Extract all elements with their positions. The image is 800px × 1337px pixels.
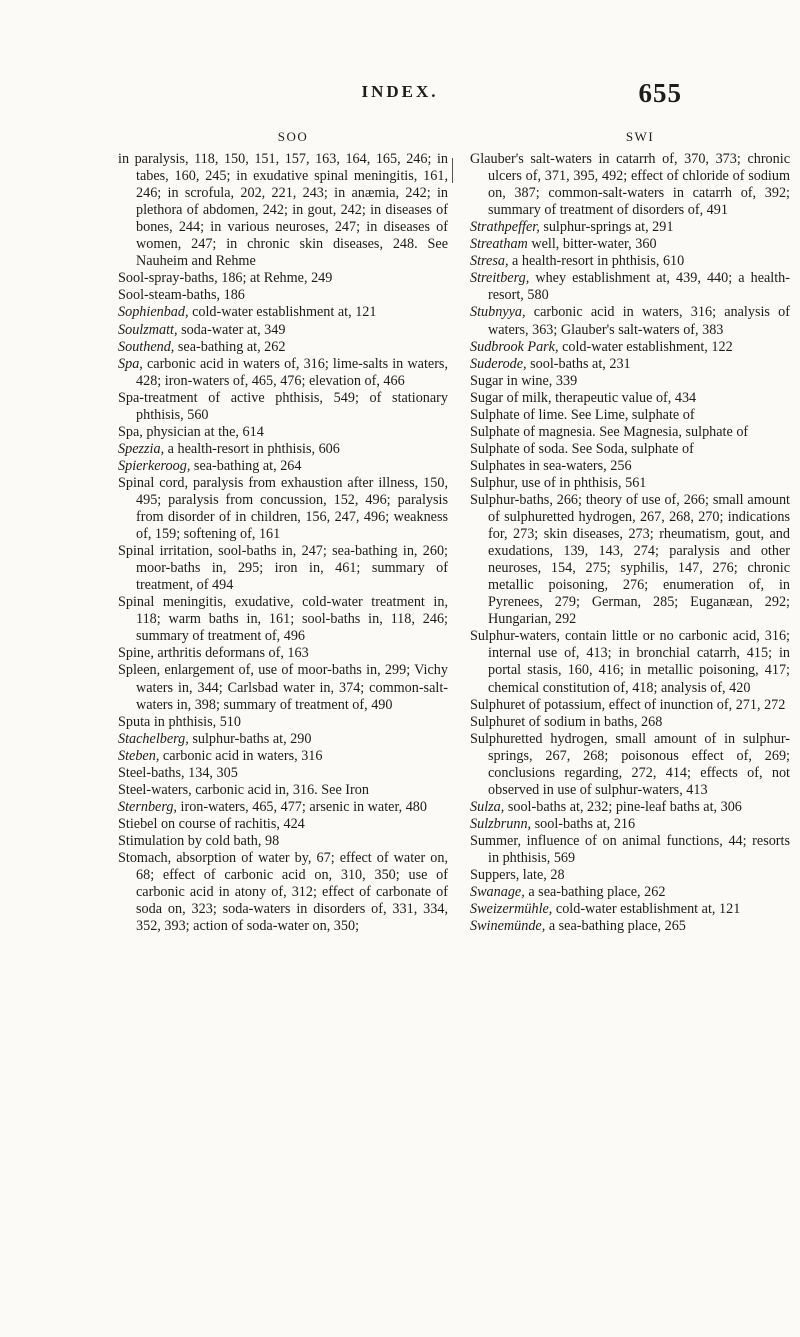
index-entry [470,339,790,356]
entry-text: sool-baths at, 216 [531,815,636,832]
entry-place-name: Sternberg, [118,798,177,815]
index-entry [470,458,790,475]
entry-text: Summer, influence of on animal functions, 44; resorts in phthisis, 569 [470,832,790,866]
entry-text: Spleen, enlargement of, use of moor-baths in, 299; Vichy waters in, 344; Carlsbad water in, 374; common-salt-waters in, 398; summary of treatment of, 490 [118,662,448,713]
index-entry [470,270,790,304]
page-number: 655 [638,78,682,108]
index-entry [118,782,448,799]
page-header [0,78,800,118]
entry-place-name: Strathpeffer, [470,219,540,236]
entry-text: Spa-treatment of active phthisis, 549; of stationary phthisis, 560 [118,389,448,423]
left-column-heading: SOO [277,129,309,144]
index-entry [118,339,448,356]
entry-text: Sool-spray-baths, 186; at Rehme, 249 [118,270,333,287]
entry-text: sulphur-springs at, 291 [539,219,674,236]
right-column [470,128,790,935]
entry-text: Stiebel on course of rachitis, 424 [118,815,305,832]
entry-place-name: Spierkeroog, [118,457,191,474]
entry-place-name: Swanage, [470,884,525,901]
entry-text: whey establishment at, 439, 440; a health-resort, 580 [488,270,790,304]
entry-text: Spinal meningitis, exudative, cold-water treatment in, 118; warm baths in, 161; sool-baths in, 118, 246; summary of treatment of, 496 [118,594,448,645]
index-entry [118,390,448,424]
index-entry [470,219,790,236]
entry-text: sool-baths at, 231 [526,355,631,372]
entry-place-name: Sophienbad, [118,304,189,321]
entry-place-name: Sweizermühle, [470,901,553,918]
entry-text: Sulphate of magnesia. See Magnesia, sulphate of [470,423,749,440]
entry-text: Sulphates in sea-waters, 256 [470,457,632,474]
entry-place-name: Stubnyya, [470,304,526,321]
index-entry [118,594,448,645]
entry-text: sea-bathing at, 264 [190,457,302,474]
index-entry [118,270,448,287]
entry-place-name: Sulza, [470,798,505,815]
entry-place-name: Stachelberg, [118,730,189,747]
entry-text: Spinal cord, paralysis from exhaustion after illness, 150, 495; paralysis from concussion, 152, 496; paralysis from disorder of in children, 156, 247, 496; weakness of, 159; softening of, 161 [118,474,448,543]
entry-text: Spine, arthritis deformans of, 163 [118,645,309,662]
index-entry [118,799,448,816]
index-entry [118,645,448,662]
entry-text: a sea-bathing place, 262 [524,884,666,901]
entry-text: Suppers, late, 28 [470,867,565,884]
running-head: INDEX. [361,82,439,101]
index-entry [470,884,790,901]
entry-text: Stimulation by cold bath, 98 [118,832,280,849]
index-entry [118,322,448,339]
index-entry [118,833,448,850]
entry-place-name: Soulzmatt, [118,321,178,338]
entry-text: Sool-steam-baths, 186 [118,287,245,304]
entry-place-name: Sudbrook Park, [470,338,559,355]
entry-text: carbonic acid in waters, 316 [159,747,323,764]
index-entry [118,748,448,765]
right-entry-list [470,151,790,935]
right-column-heading: SWI [625,129,655,144]
index-entry [118,304,448,321]
entry-text: Sulphate of lime. See Lime, sulphate of [470,406,695,423]
index-entry [470,816,790,833]
index-entry [470,407,790,424]
left-entry-list [118,151,448,935]
index-entry [118,816,448,833]
index-entry [118,475,448,543]
index-entry [118,424,448,441]
index-entry [470,628,790,696]
entry-text: a sea-bathing place, 265 [545,918,686,935]
index-entry [470,901,790,918]
index-entry [118,441,448,458]
entry-text: Sugar of milk, therapeutic value of, 434 [470,389,697,406]
column-divider [452,158,453,183]
entry-text: cold-water establishment at, 121 [552,901,741,918]
entry-place-name: Spezzia, [118,440,165,457]
entry-text: Sulphuretted hydrogen, small amount of in sulphur-springs, 267, 268; poisonous effect of, 269; conclusions regarding, 272, 414; effects of, not observed in use of sulphur-waters, 413 [470,730,790,798]
entry-text: Sugar in wine, 339 [470,372,578,389]
entry-text: sulphur-baths at, 290 [188,730,312,747]
entry-place-name: Southend, [118,338,175,355]
entry-text: Sulphur-baths, 266; theory of use of, 266; small amount of sulphuretted hydrogen, 267, 268, 270; indications for, 273; skin diseases, 273; rheumatism, gout, and exudations, 139, 143, 274; paralysis and other neuroses, 154, 275; syphilis, 147, 276; chronic metallic poisoning, 276; enumeration of, in Pyrenees, 279; German, 285; Euganæan, 292; Hungarian, 292 [470,491,790,628]
index-entry [470,151,790,219]
index-entry [118,543,448,594]
entry-place-name: Streitberg, [470,270,530,287]
entry-text: cold-water establishment, 122 [558,338,733,355]
index-entry [118,151,448,270]
entry-text: Steel-baths, 134, 305 [118,764,238,781]
entry-text: Stomach, absorption of water by, 67; effect of water on, 68; effect of carbonic acid on, 310, 350; use of carbonic acid in atony of, 312; effect of carbonate of soda on, 323; soda-waters in disorders of, 331, 334, 352, 393; action of soda-water on, 350; [118,849,448,935]
index-entry [118,287,448,304]
index-entry [470,867,790,884]
index-entry [470,390,790,407]
entry-text: Sulphate of soda. See Soda, sulphate of [470,440,694,457]
entry-text: carbonic acid in waters of, 316; lime-salts in waters, 428; iron-waters of, 465, 476; elevation of, 466 [136,355,448,389]
index-entry [118,731,448,748]
entry-text: in paralysis, 118, 150, 151, 157, 163, 164, 165, 246; in tabes, 160, 245; in exudative spinal meningitis, 161, 246; in scrofula, 202, 221, 243; in anæmia, 242; in plethora of abdomen, 242; in gout, 242; in diseases of bones, 244; in various neuroses, 247; in diseases of women, 247; in chronic skin diseases, 248. See Nauheim and Rehme [118,151,448,270]
entry-text: soda-water at, 349 [177,321,286,338]
entry-text: Spinal irritation, sool-baths in, 247; sea-bathing in, 260; moor-baths in, 295; iron in, 461; summary of treatment, of 494 [118,543,448,594]
entry-text: sool-baths at, 232; pine-leaf baths at, 306 [504,798,742,815]
index-entry [118,850,448,935]
entry-text: Sulphur, use of in phthisis, 561 [470,474,647,491]
index-entry [470,799,790,816]
index-entry [118,356,448,390]
entry-text: well, bitter-water, 360 [527,236,657,253]
entry-place-name: Stresa, [470,253,509,270]
index-entry [470,714,790,731]
index-entry [470,697,790,714]
index-entry [470,236,790,253]
index-entry [470,424,790,441]
entry-text: Spa, physician at the, 614 [118,423,264,440]
entry-text: Sputa in phthisis, 510 [118,713,241,730]
index-entry [470,475,790,492]
entry-text: sea-bathing at, 262 [174,338,286,355]
entry-text: a health-resort in phthisis, 606 [164,440,340,457]
entry-text: Sulphuret of sodium in baths, 268 [470,713,663,730]
entry-place-name: Sulzbrunn, [470,815,532,832]
entry-place-name: Spa, [118,355,143,372]
entry-text: cold-water establishment at, 121 [188,304,377,321]
index-entry [470,918,790,935]
entry-text: carbonic acid in waters, 316; analysis of waters, 363; Glauber's salt-waters of, 383 [488,304,790,338]
entry-text: a health-resort in phthisis, 610 [508,253,685,270]
entry-place-name: Streatham [470,236,528,253]
index-entry [118,458,448,475]
index-entry [118,662,448,713]
left-column [118,128,448,935]
index-entry [470,304,790,338]
index-entry [470,373,790,390]
entry-place-name: Swinemünde, [470,918,546,935]
index-entry [470,253,790,270]
entry-text: iron-waters, 465, 477; arsenic in water, 480 [176,798,427,815]
index-entry [470,731,790,799]
index-entry [470,492,790,628]
index-entry [118,765,448,782]
entry-text: Steel-waters, carbonic acid in, 316. See Iron [118,781,369,798]
index-entry [470,833,790,867]
entry-text: Glauber's salt-waters in catarrh of, 370, 373; chronic ulcers of, 371, 395, 492; effect of chloride of sodium on, 387; common-salt-waters in catarrh of, 392; summary of treatment of disorders of, 491 [470,151,790,219]
entry-place-name: Steben, [118,747,160,764]
index-entry [118,714,448,731]
entry-text: Sulphur-waters, contain little or no carbonic acid, 316; internal use of, 413; in bronchial catarrh, 415; in portal stasis, 160, 416; in metallic poisoning, 417; chemical constitution of, 418; analysis of, 420 [470,628,790,696]
index-entry [470,441,790,458]
entry-place-name: Suderode, [470,355,527,372]
index-entry [470,356,790,373]
entry-text: Sulphuret of potassium, effect of inunction of, 271, 272 [470,696,786,713]
